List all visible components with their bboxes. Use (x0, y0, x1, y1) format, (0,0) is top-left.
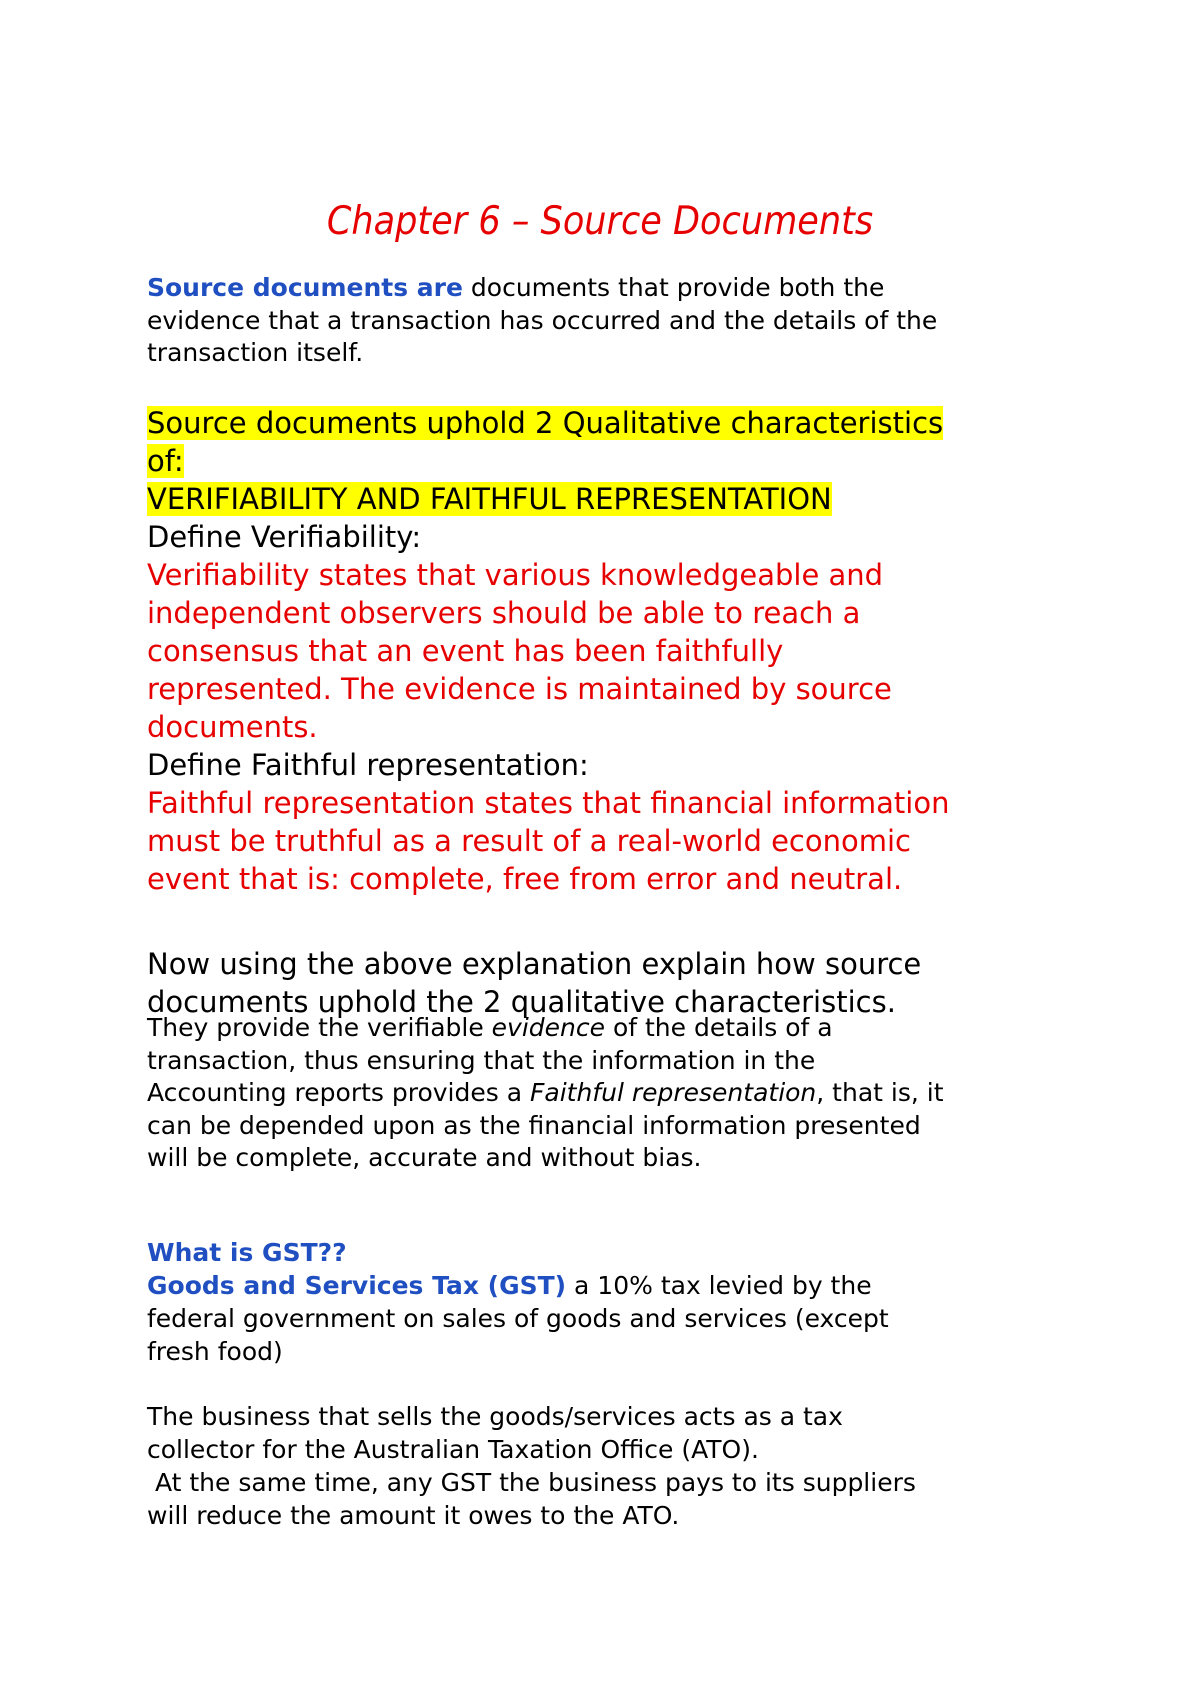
answer-paragraph (147, 1012, 1067, 1175)
answer-text: of the details of a (605, 1013, 833, 1042)
answer-text: , that is, it (816, 1078, 944, 1107)
verifiability-line-4: represented. The evidence is maintained by source (147, 672, 892, 706)
intro-line-3: transaction itself. (147, 338, 364, 367)
answer-line-2: transaction, thus ensuring that the information in the (147, 1045, 816, 1075)
gst-heading: What is GST?? (147, 1238, 347, 1267)
verifiability-line-2: independent observers should be able to reach a (147, 596, 861, 630)
gst-line-3: fresh food) (147, 1337, 283, 1366)
verifiability-heading: Define Verifiability: (147, 520, 422, 554)
gst-line-1: a 10% tax levied by the (566, 1271, 872, 1300)
question-line-1: Now using the above explanation explain how source (147, 947, 922, 981)
answer-text: Accounting reports provides a (147, 1078, 530, 1107)
faithful-line-2: must be truthful as a result of a real-world economic (147, 824, 911, 858)
intro-line-1: documents that provide both the (462, 273, 885, 302)
faithful-heading: Define Faithful representation: (147, 748, 589, 782)
gst-term: Goods and Services Tax (GST) (147, 1271, 567, 1300)
answer-text: They provide the verifiable (147, 1013, 492, 1042)
intro-paragraph (147, 272, 1067, 370)
verifiability-line-3: consensus that an event has been faithfully (147, 634, 784, 668)
intro-line-2: evidence that a transaction has occurred and the details of the (147, 305, 938, 335)
highlight-line-2: of: (147, 444, 184, 478)
highlight-line-1: Source documents uphold 2 Qualitative characteristics (147, 406, 944, 440)
answer-emphasis-evidence: evidence (491, 1013, 605, 1042)
intro-term: Source documents are (147, 273, 463, 302)
collector-line-1: The business that sells the goods/services acts as a tax (147, 1402, 843, 1431)
question-line-2: documents uphold the 2 qualitative characteristics. (147, 985, 896, 1019)
collector-line-4: will reduce the amount it owes to the ATO. (147, 1501, 680, 1530)
collector-line-2: collector for the Australian Taxation Office (ATO). (147, 1435, 759, 1464)
answer-line-4: can be depended upon as the financial information presented (147, 1110, 921, 1140)
collector-line-3: At the same time, any GST the business pays to its suppliers (147, 1468, 916, 1497)
highlight-line-3: VERIFIABILITY AND FAITHFUL REPRESENTATION (147, 482, 832, 516)
faithful-line-3: event that is: complete, free from error and neutral. (147, 862, 903, 896)
answer-line-5: will be complete, accurate and without bias. (147, 1143, 702, 1172)
characteristics-section (147, 404, 1067, 898)
collector-paragraph (147, 1400, 1067, 1532)
gst-section (147, 1236, 1067, 1368)
gst-line-2: federal government on sales of goods and services (except (147, 1304, 889, 1333)
question-paragraph (147, 945, 1067, 1021)
verifiability-line-5: documents. (147, 710, 318, 744)
faithful-line-1: Faithful representation states that financial information (147, 786, 950, 820)
page-title: Chapter 6 – Source Documents (326, 199, 874, 244)
verifiability-line-1: Verifiability states that various knowledgeable and (147, 558, 884, 592)
answer-emphasis-faithful: Faithful representation (530, 1078, 817, 1107)
